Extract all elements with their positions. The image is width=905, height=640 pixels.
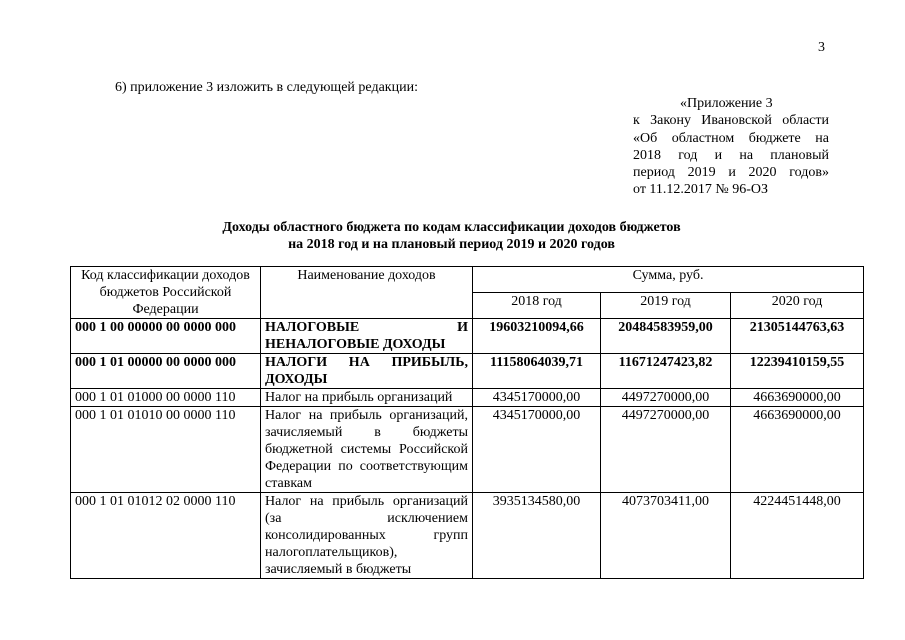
document-title: [70, 219, 833, 253]
row-value-2020: 4663690000,00: [731, 407, 864, 493]
appendix-reference: [633, 95, 829, 199]
row-value-2019: 11671247423,82: [601, 354, 731, 389]
table-header-row: [71, 267, 864, 293]
income-table: [70, 266, 864, 579]
row-value-2018: 19603210094,66: [473, 319, 601, 354]
row-value-2019: 4497270000,00: [601, 407, 731, 493]
row-name: НАЛОГИ НА ПРИБЫЛЬ, ДОХОДЫ: [261, 354, 473, 389]
row-value-2018: 4345170000,00: [473, 389, 601, 407]
appendix-line: 2018 год и на плановый: [633, 147, 829, 163]
table-row: [71, 354, 864, 389]
appendix-line: «Приложение 3: [680, 96, 773, 111]
intro-text: 6) приложение 3 изложить в следующей редакции:: [115, 80, 418, 95]
header-name: Наименование доходов: [261, 267, 473, 319]
row-value-2020: 12239410159,55: [731, 354, 864, 389]
table-row: [71, 493, 864, 579]
row-value-2020: 4663690000,00: [731, 389, 864, 407]
table-row: [71, 389, 864, 407]
appendix-line: «Об областном бюджете на: [633, 130, 829, 146]
appendix-line: к Закону Ивановской области: [633, 113, 829, 129]
header-year-2019: 2019 год: [601, 293, 731, 319]
page-number: 3: [818, 40, 825, 55]
header-year-2018: 2018 год: [473, 293, 601, 319]
row-value-2018: 11158064039,71: [473, 354, 601, 389]
row-name: НАЛОГОВЫЕ И НЕНАЛОГОВЫЕ ДОХОДЫ: [261, 319, 473, 354]
table-row: [71, 319, 864, 354]
row-value-2020: 21305144763,63: [731, 319, 864, 354]
row-value-2019: 4073703411,00: [601, 493, 731, 579]
row-name: Налог на прибыль организаций, зачисляемый в бюджеты бюджетной системы Российской Федерации по соответствующим ставкам: [261, 407, 473, 493]
header-code: Код классификации доходов бюджетов Российской Федерации: [71, 267, 261, 319]
row-code: 000 1 00 00000 00 0000 000: [71, 319, 261, 354]
row-code: 000 1 01 01012 02 0000 110: [71, 493, 261, 579]
row-code: 000 1 01 01010 00 0000 110: [71, 407, 261, 493]
title-line-1: Доходы областного бюджета по кодам классификации доходов бюджетов: [222, 220, 681, 235]
header-sum: Сумма, руб.: [473, 267, 864, 293]
row-name: Налог на прибыль организаций (за исключением консолидированных групп налогоплательщиков), зачисляемый в бюджеты: [261, 493, 473, 579]
table-row: [71, 407, 864, 493]
row-value-2020: 4224451448,00: [731, 493, 864, 579]
title-line-2: на 2018 год и на плановый период 2019 и 2020 годов: [288, 237, 615, 252]
row-value-2018: 4345170000,00: [473, 407, 601, 493]
header-year-2020: 2020 год: [731, 293, 864, 319]
row-code: 000 1 01 00000 00 0000 000: [71, 354, 261, 389]
appendix-line: период 2019 и 2020 годов»: [633, 165, 829, 181]
row-value-2018: 3935134580,00: [473, 493, 601, 579]
row-value-2019: 4497270000,00: [601, 389, 731, 407]
row-code: 000 1 01 01000 00 0000 110: [71, 389, 261, 407]
appendix-line: от 11.12.2017 № 96-ОЗ: [633, 182, 769, 198]
row-name: Налог на прибыль организаций: [261, 389, 473, 407]
row-value-2019: 20484583959,00: [601, 319, 731, 354]
